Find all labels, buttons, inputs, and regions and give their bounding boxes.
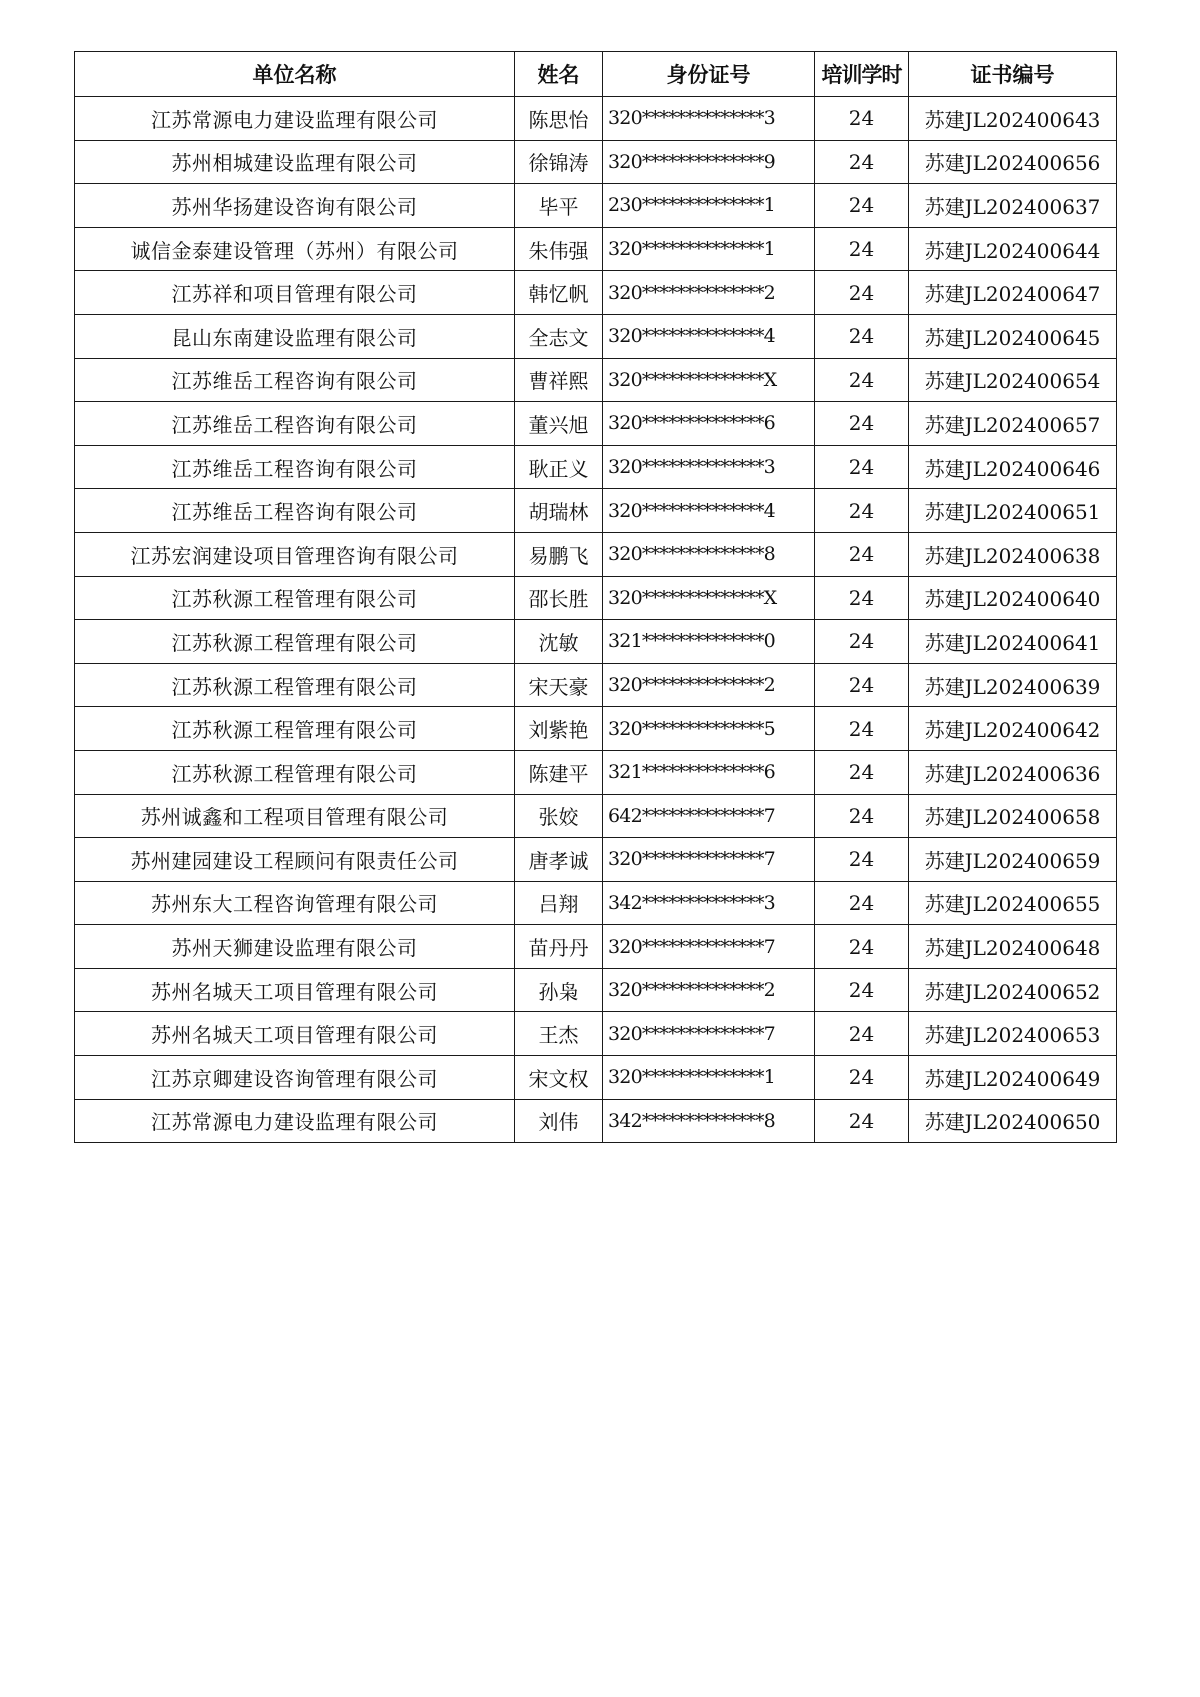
cell-training-hours: 24 — [815, 1012, 909, 1056]
cell-certificate-number: 苏建JL202400652 — [909, 968, 1117, 1012]
header-certificate-number: 证书编号 — [909, 52, 1117, 97]
cell-training-hours: 24 — [815, 620, 909, 664]
cell-id-number: 321**************6 — [603, 750, 815, 794]
cell-certificate-number: 苏建JL202400641 — [909, 620, 1117, 664]
table-row — [75, 445, 1117, 489]
cell-id-number: 320**************3 — [603, 445, 815, 489]
cell-unit-name: 江苏京卿建设咨询管理有限公司 — [75, 1056, 515, 1100]
cell-unit-name: 昆山东南建设监理有限公司 — [75, 314, 515, 358]
cell-person-name: 朱伟强 — [515, 227, 603, 271]
cell-certificate-number: 苏建JL202400651 — [909, 489, 1117, 533]
training-certificate-table — [74, 51, 1117, 1143]
cell-training-hours: 24 — [815, 1099, 909, 1143]
cell-id-number: 320**************6 — [603, 402, 815, 446]
table-row — [75, 402, 1117, 446]
cell-person-name: 韩忆帆 — [515, 271, 603, 315]
cell-person-name: 张姣 — [515, 794, 603, 838]
header-unit-name: 单位名称 — [75, 52, 515, 97]
table-row — [75, 227, 1117, 271]
cell-certificate-number: 苏建JL202400636 — [909, 750, 1117, 794]
table-row — [75, 1056, 1117, 1100]
cell-certificate-number: 苏建JL202400644 — [909, 227, 1117, 271]
cell-training-hours: 24 — [815, 925, 909, 969]
table-row — [75, 620, 1117, 664]
header-person-name: 姓名 — [515, 52, 603, 97]
cell-person-name: 陈思怡 — [515, 97, 603, 141]
cell-unit-name: 江苏常源电力建设监理有限公司 — [75, 97, 515, 141]
cell-id-number: 320**************8 — [603, 532, 815, 576]
cell-unit-name: 苏州相城建设监理有限公司 — [75, 140, 515, 184]
cell-certificate-number: 苏建JL202400659 — [909, 838, 1117, 882]
cell-id-number: 320**************7 — [603, 838, 815, 882]
table-row — [75, 881, 1117, 925]
cell-unit-name: 江苏维岳工程咨询有限公司 — [75, 489, 515, 533]
cell-person-name: 王杰 — [515, 1012, 603, 1056]
cell-person-name: 唐孝诚 — [515, 838, 603, 882]
cell-certificate-number: 苏建JL202400649 — [909, 1056, 1117, 1100]
table-row — [75, 750, 1117, 794]
cell-training-hours: 24 — [815, 750, 909, 794]
cell-training-hours: 24 — [815, 576, 909, 620]
table-row — [75, 794, 1117, 838]
cell-id-number: 342**************8 — [603, 1099, 815, 1143]
cell-training-hours: 24 — [815, 489, 909, 533]
cell-certificate-number: 苏建JL202400643 — [909, 97, 1117, 141]
cell-person-name: 胡瑞林 — [515, 489, 603, 533]
cell-unit-name: 江苏秋源工程管理有限公司 — [75, 576, 515, 620]
cell-id-number: 320**************2 — [603, 663, 815, 707]
table-row — [75, 314, 1117, 358]
cell-id-number: 320**************1 — [603, 227, 815, 271]
cell-id-number: 320**************4 — [603, 489, 815, 533]
cell-unit-name: 江苏维岳工程咨询有限公司 — [75, 402, 515, 446]
cell-id-number: 230**************1 — [603, 184, 815, 228]
cell-id-number: 320**************X — [603, 358, 815, 402]
cell-training-hours: 24 — [815, 532, 909, 576]
cell-training-hours: 24 — [815, 881, 909, 925]
cell-id-number: 320**************9 — [603, 140, 815, 184]
cell-unit-name: 江苏秋源工程管理有限公司 — [75, 750, 515, 794]
cell-person-name: 沈敏 — [515, 620, 603, 664]
cell-unit-name: 江苏秋源工程管理有限公司 — [75, 663, 515, 707]
cell-person-name: 吕翔 — [515, 881, 603, 925]
cell-training-hours: 24 — [815, 271, 909, 315]
cell-unit-name: 江苏秋源工程管理有限公司 — [75, 620, 515, 664]
cell-training-hours: 24 — [815, 314, 909, 358]
table-row — [75, 1099, 1117, 1143]
cell-unit-name: 苏州东大工程咨询管理有限公司 — [75, 881, 515, 925]
cell-id-number: 320**************7 — [603, 925, 815, 969]
cell-person-name: 毕平 — [515, 184, 603, 228]
cell-unit-name: 诚信金泰建设管理（苏州）有限公司 — [75, 227, 515, 271]
cell-person-name: 刘伟 — [515, 1099, 603, 1143]
cell-training-hours: 24 — [815, 707, 909, 751]
cell-certificate-number: 苏建JL202400657 — [909, 402, 1117, 446]
cell-id-number: 320**************2 — [603, 271, 815, 315]
header-id-number: 身份证号 — [603, 52, 815, 97]
cell-id-number: 320**************7 — [603, 1012, 815, 1056]
cell-training-hours: 24 — [815, 402, 909, 446]
cell-certificate-number: 苏建JL202400646 — [909, 445, 1117, 489]
cell-unit-name: 苏州建园建设工程顾问有限责任公司 — [75, 838, 515, 882]
table-row — [75, 97, 1117, 141]
cell-training-hours: 24 — [815, 1056, 909, 1100]
cell-person-name: 孙枭 — [515, 968, 603, 1012]
table-row — [75, 925, 1117, 969]
cell-unit-name: 苏州天狮建设监理有限公司 — [75, 925, 515, 969]
table-row — [75, 358, 1117, 402]
table-row — [75, 532, 1117, 576]
header-training-hours: 培训学时 — [815, 52, 909, 97]
cell-unit-name: 江苏维岳工程咨询有限公司 — [75, 358, 515, 402]
cell-person-name: 耿正义 — [515, 445, 603, 489]
cell-training-hours: 24 — [815, 97, 909, 141]
cell-person-name: 刘紫艳 — [515, 707, 603, 751]
table-row — [75, 968, 1117, 1012]
cell-unit-name: 苏州诚鑫和工程项目管理有限公司 — [75, 794, 515, 838]
cell-unit-name: 江苏秋源工程管理有限公司 — [75, 707, 515, 751]
cell-certificate-number: 苏建JL202400648 — [909, 925, 1117, 969]
cell-id-number: 320**************4 — [603, 314, 815, 358]
cell-certificate-number: 苏建JL202400640 — [909, 576, 1117, 620]
cell-certificate-number: 苏建JL202400655 — [909, 881, 1117, 925]
cell-person-name: 易鹏飞 — [515, 532, 603, 576]
table-row — [75, 663, 1117, 707]
cell-certificate-number: 苏建JL202400654 — [909, 358, 1117, 402]
cell-certificate-number: 苏建JL202400639 — [909, 663, 1117, 707]
table-row — [75, 707, 1117, 751]
cell-training-hours: 24 — [815, 794, 909, 838]
cell-person-name: 邵长胜 — [515, 576, 603, 620]
cell-certificate-number: 苏建JL202400645 — [909, 314, 1117, 358]
cell-person-name: 宋文权 — [515, 1056, 603, 1100]
cell-certificate-number: 苏建JL202400638 — [909, 532, 1117, 576]
cell-training-hours: 24 — [815, 140, 909, 184]
cell-id-number: 320**************3 — [603, 97, 815, 141]
cell-certificate-number: 苏建JL202400642 — [909, 707, 1117, 751]
table-body — [75, 97, 1117, 1143]
cell-certificate-number: 苏建JL202400658 — [909, 794, 1117, 838]
cell-id-number: 342**************3 — [603, 881, 815, 925]
cell-training-hours: 24 — [815, 184, 909, 228]
cell-person-name: 董兴旭 — [515, 402, 603, 446]
cell-person-name: 全志文 — [515, 314, 603, 358]
cell-person-name: 宋天豪 — [515, 663, 603, 707]
cell-id-number: 320**************1 — [603, 1056, 815, 1100]
table-row — [75, 184, 1117, 228]
cell-unit-name: 江苏常源电力建设监理有限公司 — [75, 1099, 515, 1143]
cell-certificate-number: 苏建JL202400647 — [909, 271, 1117, 315]
cell-unit-name: 苏州名城天工项目管理有限公司 — [75, 968, 515, 1012]
cell-id-number: 320**************2 — [603, 968, 815, 1012]
cell-id-number: 320**************X — [603, 576, 815, 620]
cell-certificate-number: 苏建JL202400650 — [909, 1099, 1117, 1143]
cell-certificate-number: 苏建JL202400637 — [909, 184, 1117, 228]
table-header-row — [75, 52, 1117, 97]
cell-unit-name: 苏州名城天工项目管理有限公司 — [75, 1012, 515, 1056]
cell-training-hours: 24 — [815, 358, 909, 402]
cell-person-name: 苗丹丹 — [515, 925, 603, 969]
cell-id-number: 321**************0 — [603, 620, 815, 664]
cell-training-hours: 24 — [815, 838, 909, 882]
cell-unit-name: 江苏维岳工程咨询有限公司 — [75, 445, 515, 489]
table-row — [75, 271, 1117, 315]
cell-certificate-number: 苏建JL202400656 — [909, 140, 1117, 184]
cell-person-name: 陈建平 — [515, 750, 603, 794]
cell-person-name: 曹祥熙 — [515, 358, 603, 402]
cell-id-number: 642**************7 — [603, 794, 815, 838]
cell-training-hours: 24 — [815, 663, 909, 707]
cell-unit-name: 江苏祥和项目管理有限公司 — [75, 271, 515, 315]
table-row — [75, 838, 1117, 882]
cell-training-hours: 24 — [815, 445, 909, 489]
cell-training-hours: 24 — [815, 227, 909, 271]
cell-unit-name: 苏州华扬建设咨询有限公司 — [75, 184, 515, 228]
cell-person-name: 徐锦涛 — [515, 140, 603, 184]
table-row — [75, 576, 1117, 620]
table-row — [75, 489, 1117, 533]
table-row — [75, 1012, 1117, 1056]
cell-certificate-number: 苏建JL202400653 — [909, 1012, 1117, 1056]
cell-unit-name: 江苏宏润建设项目管理咨询有限公司 — [75, 532, 515, 576]
cell-id-number: 320**************5 — [603, 707, 815, 751]
table-row — [75, 140, 1117, 184]
cell-training-hours: 24 — [815, 968, 909, 1012]
